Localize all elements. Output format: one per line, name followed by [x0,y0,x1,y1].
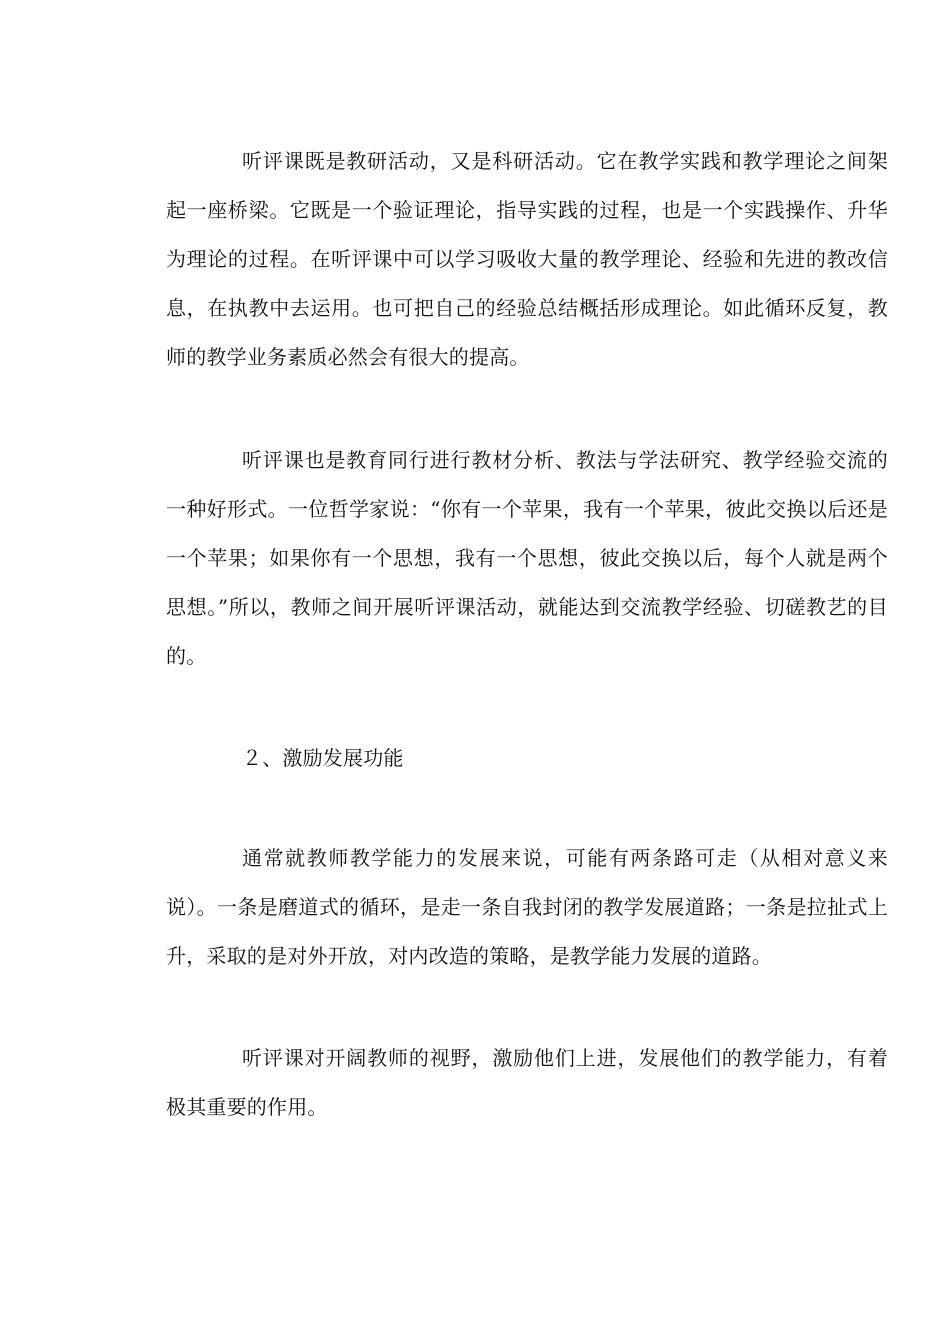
body-paragraph-2: 听评课也是教育同行进行教材分析、教法与学法研究、教学经验交流的一种好形式。一位哲学家说：“你有一个苹果，我有一个苹果，彼此交换以后还是一个苹果；如果你有一个思想，我有一个思想，彼此交换以后，每个人就是两个思想。”所以，教师之间开展听评课活动，就能达到交流教学经验、切磋教艺的目的。 [166,448,888,668]
section-heading: ２、激励发展功能 [242,746,404,770]
body-paragraph-3: 通常就教师教学能力的发展来说，可能有两条路可走（从相对意义来说）。一条是磨道式的循环，是走一条自我封闭的教学发展道路；一条是拉扯式上升，采取的是对外开放，对内改造的策略，是教学能力发展的道路。 [166,846,888,968]
body-paragraph-4: 听评课对开阔教师的视野，激励他们上进，发展他们的教学能力，有着极其重要的作用。 [166,1046,888,1119]
body-paragraph-1: 听评课既是教研活动，又是科研活动。它在教学实践和教学理论之间架起一座桥梁。它既是一个验证理论，指导实践的过程，也是一个实践操作、升华为理论的过程。在听评课中可以学习吸收大量的教学理论、经验和先进的教改信息，在执教中去运用。也可把自己的经验总结概括形成理论。如此循环反复，教师的教学业务素质必然会有很大的提高。 [166,149,888,369]
